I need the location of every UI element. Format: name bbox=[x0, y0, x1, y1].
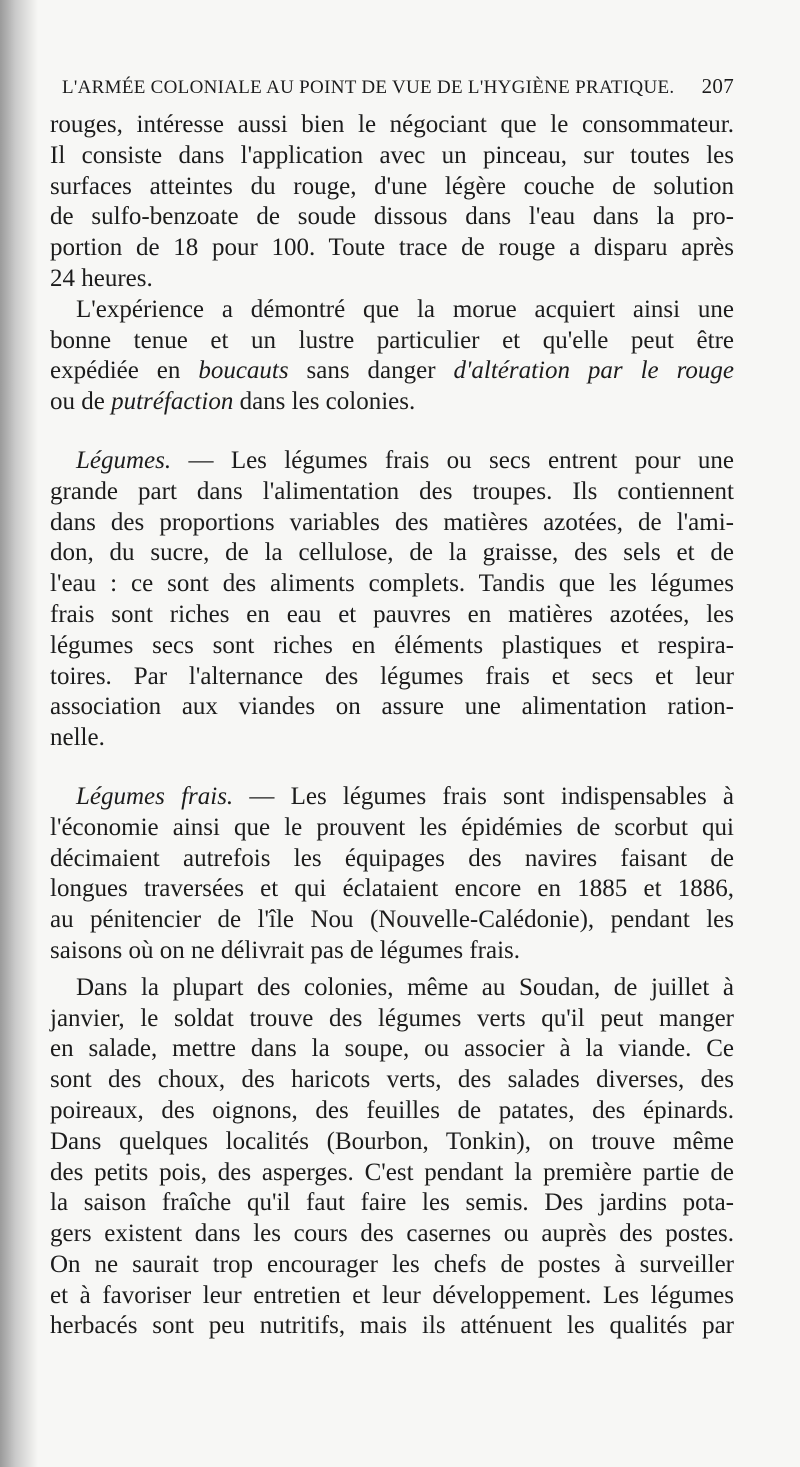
text-line: gers existent dans les cours des casernes ou auprès des postes. bbox=[50, 1220, 734, 1248]
text-line: herbacés sont peu nutritifs, mais ils atténuent les qualités par bbox=[50, 1312, 734, 1340]
text-line: Il consiste dans l'application avec un pinceau, sur toutes les bbox=[50, 141, 734, 169]
text-line: 24 heures. bbox=[50, 264, 153, 292]
text-line bbox=[50, 387, 734, 418]
text-line: Dans quelques localités (Bourbon, Tonkin), on trouve même bbox=[50, 1127, 734, 1155]
paragraph-morue bbox=[50, 295, 734, 418]
text-line: surfaces atteintes du rouge, d'une légère couche de solution bbox=[50, 172, 734, 200]
text-run: expédiée en bbox=[50, 357, 199, 385]
text-line: frais sont riches en eau et pauvres en matières azotées, les bbox=[50, 600, 734, 628]
text-line: toires. Par l'alternance des légumes frais et secs et leur bbox=[50, 662, 734, 690]
text-line: en salade, mettre dans la soupe, ou associer à la viande. Ce bbox=[50, 1035, 734, 1063]
section-gap bbox=[50, 754, 734, 782]
text-run: — Les légumes frais ou secs entrent pour une bbox=[171, 446, 734, 474]
text-line: l'eau : ce sont des aliments complets. Tandis que les légumes bbox=[50, 570, 734, 598]
section-label: Légumes. bbox=[76, 446, 172, 474]
body-text bbox=[50, 110, 734, 1342]
text-line bbox=[50, 446, 734, 477]
italic-term: boucauts bbox=[198, 357, 289, 385]
text-line: la saison fraîche qu'il faut faire les semis. Des jardins pota- bbox=[50, 1189, 734, 1217]
text-line: L'expérience a démontré que la morue acquiert ainsi une bbox=[76, 295, 734, 323]
running-title: L'ARMÉE COLONIALE AU POINT DE VUE DE L'HYGIÈNE PRATIQUE. bbox=[62, 77, 675, 98]
text-line: grande part dans l'alimentation des troupes. Ils contiennent bbox=[50, 477, 734, 505]
text-line: saisons où on ne délivrait pas de légumes frais. bbox=[50, 936, 521, 964]
text-line: au pénitencier de l'île Nou (Nouvelle-Calédonie), pendant les bbox=[50, 906, 734, 934]
text-run: dans les colonies. bbox=[233, 388, 416, 416]
italic-term: d'altération par le rouge bbox=[453, 357, 734, 385]
running-header bbox=[62, 74, 734, 104]
page-number: 207 bbox=[701, 74, 734, 98]
text-line: nelle. bbox=[50, 724, 105, 752]
text-line: dans des proportions variables des matières azotées, de l'ami- bbox=[50, 508, 734, 536]
paragraph-legumes-frais bbox=[50, 782, 734, 967]
text-line: décimaient autrefois les équipages des navires faisant de bbox=[50, 844, 734, 872]
text-run: — Les légumes frais sont indispensables à bbox=[233, 782, 734, 810]
section-gap bbox=[50, 418, 734, 446]
text-line: janvier, le soldat trouve des légumes verts qu'il peut manger bbox=[50, 1004, 734, 1032]
text-line: On ne saurait trop encourager les chefs de postes à surveiller bbox=[50, 1250, 734, 1278]
text-line bbox=[50, 356, 734, 387]
text-line: l'économie ainsi que le prouvent les épidémies de scorbut qui bbox=[50, 813, 734, 841]
paragraph-continuation bbox=[50, 110, 734, 295]
section-label: Légumes frais. bbox=[76, 782, 234, 810]
text-line: bonne tenue et un lustre particulier et qu'elle peut être bbox=[50, 326, 734, 354]
binding-shadow bbox=[0, 0, 38, 1467]
text-line: légumes secs sont riches en éléments plastiques et respira- bbox=[50, 631, 734, 659]
paragraph-colonies bbox=[50, 973, 734, 1343]
italic-term: putréfaction bbox=[111, 388, 234, 416]
text-line bbox=[50, 782, 734, 813]
text-line: et à favoriser leur entretien et leur développement. Les légumes bbox=[50, 1281, 734, 1309]
text-line: don, du sucre, de la cellulose, de la graisse, des sels et de bbox=[50, 539, 734, 567]
text-line: rouges, intéresse aussi bien le négociant que le consommateur. bbox=[50, 111, 734, 138]
text-line: poireaux, des oignons, des feuilles de patates, des épinards. bbox=[50, 1096, 734, 1124]
text-line: de sulfo-benzoate de soude dissous dans l'eau dans la pro- bbox=[50, 203, 734, 231]
text-line: sont des choux, des haricots verts, des salades diverses, des bbox=[50, 1066, 734, 1094]
text-line: association aux viandes on assure une alimentation ration- bbox=[50, 693, 734, 721]
text-line: longues traversées et qui éclataient encore en 1885 et 1886, bbox=[50, 875, 734, 903]
paragraph-legumes bbox=[50, 446, 734, 754]
text-line: portion de 18 pour 100. Toute trace de rouge a disparu après bbox=[50, 234, 734, 262]
text-line: Dans la plupart des colonies, même au Soudan, de juillet à bbox=[76, 973, 734, 1001]
text-line: des petits pois, des asperges. C'est pendant la première partie de bbox=[50, 1158, 734, 1186]
text-run: ou de bbox=[50, 388, 112, 416]
text-run: sans danger bbox=[288, 357, 454, 385]
